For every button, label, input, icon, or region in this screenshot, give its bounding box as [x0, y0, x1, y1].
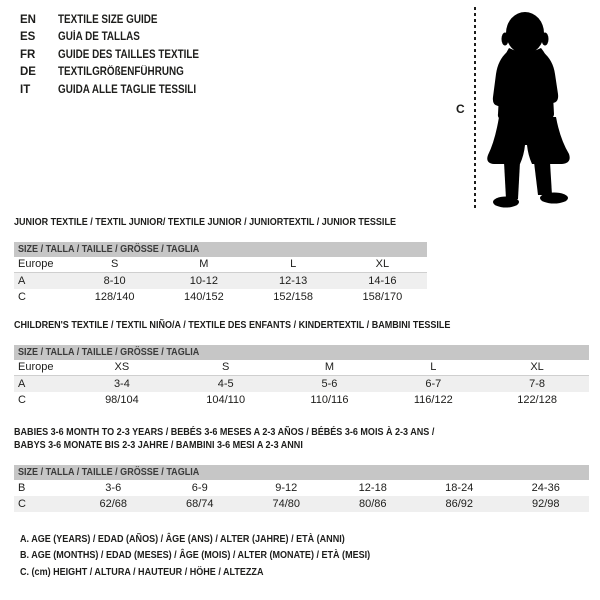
size-value-cell: L	[430, 361, 437, 373]
footnote-text: A. AGE (YEARS) / EDAD (AÑOS) / ÂGE (ANS) / ALTER (JAHRE) / ETÀ (ANNI)	[20, 533, 345, 545]
size-value-cell: XS	[114, 361, 130, 373]
language-label: TEXTILE SIZE GUIDE	[58, 13, 158, 26]
table-header-bar	[14, 345, 589, 360]
size-value-cell: XL	[530, 361, 544, 373]
baby-silhouette-icon	[483, 4, 593, 211]
language-row-it	[20, 81, 222, 99]
size-value-cell: XL	[375, 258, 390, 270]
footnotes	[20, 531, 427, 580]
language-row-de	[20, 64, 222, 82]
size-value-cell: S	[110, 258, 119, 270]
size-value-cell: 74/80	[272, 498, 301, 510]
footnote-a	[20, 531, 427, 547]
language-label: GUIDE DES TAILLES TEXTILE	[58, 48, 200, 61]
row-label: Europe	[18, 258, 54, 270]
size-value-cell: 62/68	[99, 498, 128, 510]
size-value-cell: M	[199, 258, 209, 270]
section-title-line	[14, 319, 589, 332]
size-table-junior	[14, 242, 427, 305]
table-row-europe	[14, 257, 427, 273]
language-row-es	[20, 29, 222, 47]
size-table-babies	[14, 465, 589, 512]
table-header-bar	[14, 465, 589, 480]
row-label: A	[18, 378, 26, 390]
language-label: GUIDA ALLE TAGLIE TESSILI	[58, 83, 197, 96]
language-code: DE	[20, 66, 36, 79]
size-value-cell: 68/74	[185, 498, 214, 510]
section-title-text: BABYS 3-6 MONATE BIS 2-3 JAHRE / BAMBINI 3-6 MESI A 2-3 ANNI	[14, 439, 303, 451]
size-value-cell: 7-8	[529, 378, 546, 390]
size-value-cell: 122/128	[517, 394, 557, 406]
size-value-cell: 18-24	[445, 482, 474, 494]
size-value-cell: 6-7	[425, 378, 442, 390]
language-code: ES	[20, 31, 36, 44]
section-babies	[14, 426, 589, 512]
size-value-cell: 24-36	[531, 482, 560, 494]
size-value-cell: 8-10	[103, 275, 126, 287]
footnote-text: B. AGE (MONTHS) / EDAD (MESES) / ÂGE (MOIS) / ALTER (MONATE) / ETÀ (MESI)	[20, 549, 371, 562]
size-value-cell: 86/92	[445, 498, 474, 510]
height-measure-line	[474, 7, 476, 208]
section-title-text: JUNIOR TEXTILE / TEXTIL JUNIOR/ TEXTILE JUNIOR / JUNIORTEXTIL / JUNIOR TESSILE	[14, 216, 396, 228]
size-value-cell: 104/110	[206, 394, 246, 406]
size-value-cell: 3-4	[113, 378, 130, 390]
baby-figure	[455, 4, 597, 212]
size-value-cell: 9-12	[275, 482, 298, 494]
section-title-text: BABIES 3-6 MONTH TO 2-3 YEARS / BEBÉS 3-6 MESES A 2-3 AÑOS / BÉBÉS 3-6 MOIS À 2-3 ANS /	[14, 426, 435, 438]
row-label: A	[18, 275, 26, 287]
section-title-babies	[14, 426, 589, 452]
table-row-a	[14, 273, 427, 289]
size-value-cell: 6-9	[191, 482, 208, 494]
table-header-text: SIZE / TALLA / TAILLE / GRÖSSE / TAGLIA	[18, 466, 200, 478]
size-value-cell: 128/140	[94, 291, 135, 303]
language-code: FR	[20, 48, 36, 61]
language-label: TEXTILGRÖßENFÜHRUNG	[58, 66, 184, 79]
language-list	[20, 11, 222, 99]
table-row-c	[14, 289, 427, 305]
size-value-cell: 80/86	[358, 498, 387, 510]
section-title-line	[14, 426, 589, 439]
section-title-text: CHILDREN'S TEXTILE / TEXTIL NIÑO/A / TEXTILE DES ENFANTS / KINDERTEXTIL / BAMBINI TESSILE	[14, 319, 451, 331]
table-row-c	[14, 496, 589, 512]
size-value-cell: L	[290, 258, 297, 270]
table-row-c	[14, 392, 589, 408]
language-code: IT	[20, 83, 31, 96]
size-value-cell: 152/158	[273, 291, 313, 303]
footnote-c	[20, 564, 427, 580]
size-value-cell: 92/98	[531, 498, 560, 510]
table-row-europe	[14, 360, 589, 376]
size-value-cell: 158/170	[362, 291, 403, 303]
size-value-cell: 98/104	[105, 394, 139, 406]
table-header-bar	[14, 242, 427, 257]
size-value-cell: 14-16	[368, 275, 397, 287]
language-row-en	[20, 11, 222, 29]
row-label: C	[18, 394, 26, 406]
section-title-line	[14, 439, 589, 452]
footnote-text: C. (cm) HEIGHT / ALTURA / HAUTEUR / HÖHE / ALTEZZA	[20, 565, 264, 578]
section-children	[14, 319, 589, 408]
row-label: C	[18, 498, 26, 510]
size-value-cell: M	[324, 361, 335, 373]
row-label: B	[18, 482, 26, 494]
section-title-junior	[14, 216, 458, 229]
size-value-cell: 12-13	[279, 275, 308, 287]
size-table-children	[14, 345, 589, 408]
row-label: Europe	[18, 361, 54, 373]
row-label: C	[18, 291, 26, 303]
table-header-text: SIZE / TALLA / TAILLE / GRÖSSE / TAGLIA	[18, 243, 200, 255]
size-value-cell: 110/116	[310, 394, 349, 406]
table-row-b	[14, 480, 589, 496]
size-value-cell: 10-12	[189, 275, 218, 287]
size-value-cell: 140/152	[183, 291, 224, 303]
language-label: GUÍA DE TALLAS	[58, 31, 140, 44]
language-row-fr	[20, 46, 222, 64]
language-code: EN	[20, 13, 36, 26]
size-value-cell: 3-6	[105, 482, 122, 494]
size-value-cell: 12-18	[358, 482, 387, 494]
table-header-text: SIZE / TALLA / TAILLE / GRÖSSE / TAGLIA	[18, 346, 200, 358]
height-measure-label: C	[456, 102, 465, 116]
size-value-cell: S	[222, 361, 230, 373]
footnote-b	[20, 547, 427, 563]
section-title-children	[14, 319, 589, 332]
table-row-a	[14, 376, 589, 392]
size-value-cell: 116/122	[413, 394, 453, 406]
size-value-cell: 4-5	[217, 378, 234, 390]
section-junior	[14, 216, 458, 305]
section-title-line	[14, 216, 458, 229]
size-value-cell: 5-6	[321, 378, 338, 390]
